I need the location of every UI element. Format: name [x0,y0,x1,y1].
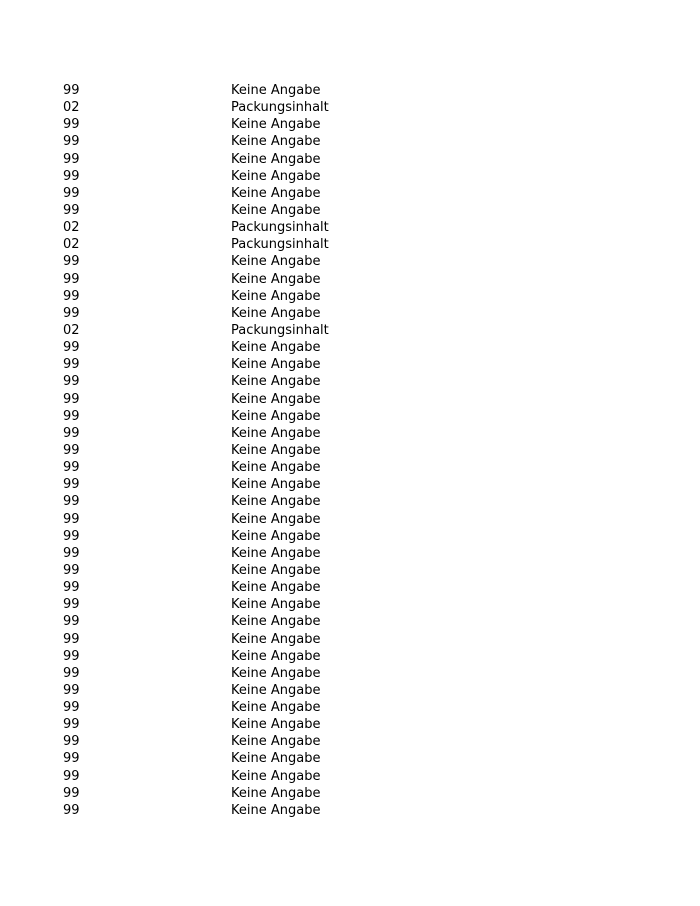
row-description: Keine Angabe [231,185,321,201]
row-code: 99 [63,168,80,184]
row-code: 02 [63,322,80,338]
row-description: Keine Angabe [231,83,321,98]
row-code: 99 [63,751,80,767]
row-code: 99 [63,83,80,98]
table-row [63,493,463,510]
row-description: Keine Angabe [231,168,321,184]
table-row [63,219,463,236]
row-description: Keine Angabe [231,682,321,698]
table-row [63,511,463,528]
row-description: Keine Angabe [231,442,321,458]
row-description: Packungsinhalt [231,100,329,116]
row-description: Keine Angabe [231,631,321,647]
table-row [63,288,463,305]
row-code: 99 [63,425,80,441]
row-description: Keine Angabe [231,425,321,441]
row-description: Keine Angabe [231,460,321,476]
table-row [63,373,463,390]
row-code: 99 [63,717,80,733]
row-code: 99 [63,408,80,424]
table-row [63,596,463,613]
row-description: Keine Angabe [231,374,321,390]
row-code: 99 [63,648,80,664]
table-row [63,339,463,356]
table-row [63,682,463,699]
row-code: 02 [63,100,80,116]
row-code: 99 [63,562,80,578]
table-row [63,631,463,648]
row-description: Keine Angabe [231,134,321,150]
row-code: 02 [63,237,80,253]
row-description: Keine Angabe [231,340,321,356]
row-description: Keine Angabe [231,580,321,596]
row-code: 99 [63,442,80,458]
row-code: 99 [63,785,80,801]
row-code: 99 [63,511,80,527]
table-row [63,768,463,785]
table-row [63,750,463,767]
table-row [63,116,463,133]
table-row [63,271,463,288]
row-code: 99 [63,494,80,510]
row-description: Keine Angabe [231,717,321,733]
row-code: 99 [63,305,80,321]
row-description: Packungsinhalt [231,237,329,253]
table-row [63,356,463,373]
row-code: 99 [63,185,80,201]
row-code: 99 [63,117,80,133]
row-code: 99 [63,477,80,493]
row-description: Keine Angabe [231,151,321,167]
row-code: 02 [63,220,80,236]
row-description: Keine Angabe [231,254,321,270]
row-description: Keine Angabe [231,614,321,630]
table-row [63,236,463,253]
table-row [63,476,463,493]
table-row [63,99,463,116]
table-row [63,733,463,750]
row-description: Packungsinhalt [231,220,329,236]
table-row [63,528,463,545]
table-row [63,202,463,219]
row-description: Keine Angabe [231,202,321,218]
row-description: Keine Angabe [231,391,321,407]
table-row [63,391,463,408]
table-row [63,442,463,459]
row-code: 99 [63,254,80,270]
row-code: 99 [63,340,80,356]
row-description: Keine Angabe [231,477,321,493]
table-row [63,133,463,150]
row-description: Keine Angabe [231,751,321,767]
table-row [63,322,463,339]
row-code: 99 [63,614,80,630]
row-code: 99 [63,597,80,613]
row-code: 99 [63,391,80,407]
table-row [63,699,463,716]
row-code: 99 [63,545,80,561]
row-code: 99 [63,460,80,476]
row-code: 99 [63,734,80,750]
row-description: Keine Angabe [231,117,321,133]
table-row [63,408,463,425]
table-row [63,305,463,322]
table-row [63,562,463,579]
row-code: 99 [63,288,80,304]
row-description: Keine Angabe [231,665,321,681]
row-description: Keine Angabe [231,357,321,373]
row-code: 99 [63,682,80,698]
row-code: 99 [63,134,80,150]
table-row [63,185,463,202]
row-code: 99 [63,768,80,784]
row-description: Keine Angabe [231,562,321,578]
row-code: 99 [63,151,80,167]
row-code: 99 [63,528,80,544]
table-row [63,613,463,630]
table-row [63,785,463,802]
table-row [63,425,463,442]
row-description: Keine Angabe [231,700,321,716]
row-description: Packungsinhalt [231,322,329,338]
table-row [63,648,463,665]
row-code: 99 [63,374,80,390]
row-description: Keine Angabe [231,802,321,818]
table-row [63,459,463,476]
row-description: Keine Angabe [231,288,321,304]
row-description: Keine Angabe [231,271,321,287]
row-description: Keine Angabe [231,597,321,613]
row-description: Keine Angabe [231,648,321,664]
row-code: 99 [63,802,80,818]
row-code: 99 [63,700,80,716]
row-description: Keine Angabe [231,768,321,784]
table-row [63,665,463,682]
row-description: Keine Angabe [231,408,321,424]
row-code: 99 [63,665,80,681]
table-row [63,82,463,99]
table-row [63,802,463,819]
table-row [63,716,463,733]
row-description: Keine Angabe [231,528,321,544]
data-table [63,82,463,819]
table-row [63,151,463,168]
row-description: Keine Angabe [231,734,321,750]
row-code: 99 [63,271,80,287]
row-code: 99 [63,580,80,596]
row-description: Keine Angabe [231,785,321,801]
table-row [63,253,463,270]
row-description: Keine Angabe [231,511,321,527]
row-description: Keine Angabe [231,545,321,561]
row-description: Keine Angabe [231,305,321,321]
row-code: 99 [63,631,80,647]
table-row [63,545,463,562]
row-code: 99 [63,357,80,373]
row-description: Keine Angabe [231,494,321,510]
table-row [63,579,463,596]
table-row [63,168,463,185]
row-code: 99 [63,202,80,218]
